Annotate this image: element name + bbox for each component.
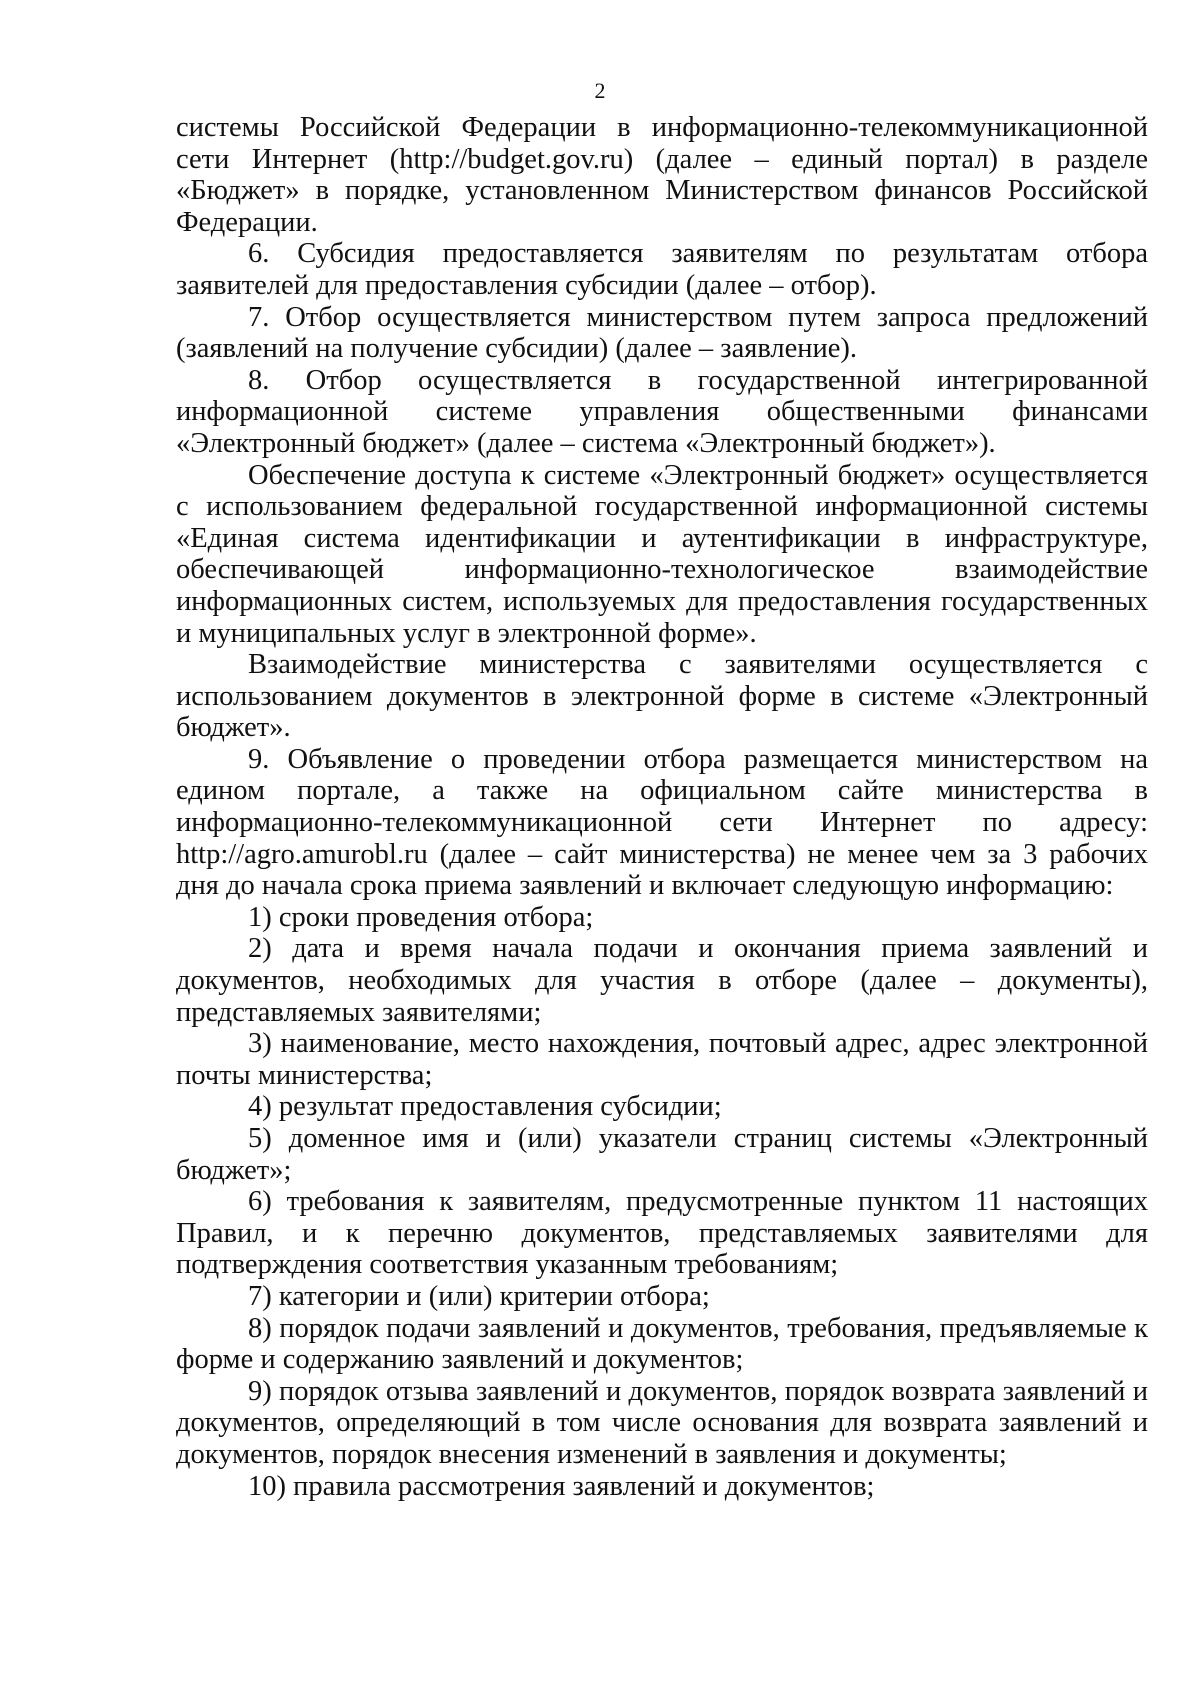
list-item-4: 4) результат предоставления субсидии; bbox=[248, 1091, 722, 1123]
paragraph-access: Обеспечение доступа к системе «Электронный бюджет» осуществляется с использованием федеральной государственной информационной системы «Единая система идентификации и аутентификации в инфраструктуре, обеспечивающей информационно-технологическое взаимодействие информационных систем, используемых для предоставления государственных и муниципальных услуг в электронной форме». bbox=[176, 459, 1148, 649]
list-item-6: 6) требования к заявителям, предусмотренные пунктом 11 настоящих Правил, и к перечню документов, представляемых заявителями для подтверждения соответствия указанным требованиям; bbox=[176, 1186, 1148, 1281]
list-item-9: 9) порядок отзыва заявлений и документов, порядок возврата заявлений и документов, определяющий в том числе основания для возврата заявлений и документов, порядок внесения изменений в заявления и документы; bbox=[176, 1375, 1148, 1470]
list-item-5: 5) доменное имя и (или) указатели страниц системы «Электронный бюджет»; bbox=[176, 1123, 1148, 1186]
page-number: 2 bbox=[594, 78, 606, 103]
paragraph-item-9: 9. Объявление о проведении отбора размещается министерством на едином портале, а также на официальном сайте министерства в информационно-телекоммуникационной сети Интернет по адресу: http://agro.amurobl.ru (далее – сайт министерства) не менее чем за 3 рабочих дня до начала срока приема заявлений и включает следующую информацию: bbox=[176, 743, 1148, 902]
list-item-7: 7) категории и (или) критерии отбора; bbox=[248, 1280, 710, 1312]
paragraph-interaction: Взаимодействие министерства с заявителями осуществляется с использованием документов в электронной форме в системе «Электронный бюджет». bbox=[176, 649, 1148, 744]
paragraph-item-8: 8. Отбор осуществляется в государственной интегрированной информационной системе управления общественными финансами «Электронный бюджет» (далее – система «Электронный бюджет»). bbox=[176, 364, 1148, 459]
document-body bbox=[176, 112, 1148, 1502]
paragraph-continuation: системы Российской Федерации в информационно-телекоммуникационной сети Интернет (http://budget.gov.ru) (далее – единый портал) в разделе «Бюджет» в порядке, установленном Министерством финансов Российской Федерации. bbox=[176, 112, 1148, 238]
paragraph-item-7: 7. Отбор осуществляется министерством путем запроса предложений (заявлений на получение субсидии) (далее – заявление). bbox=[176, 301, 1148, 365]
list-item-2: 2) дата и время начала подачи и окончания приема заявлений и документов, необходимых для участия в отборе (далее – документы), представляемых заявителями; bbox=[176, 933, 1148, 1028]
paragraph-item-6: 6. Субсидия предоставляется заявителям по результатам отбора заявителей для предоставления субсидии (далее – отбор). bbox=[176, 238, 1148, 301]
list-item-1: 1) сроки проведения отбора; bbox=[248, 901, 594, 933]
list-item-10: 10) правила рассмотрения заявлений и документов; bbox=[248, 1470, 875, 1502]
list-item-8: 8) порядок подачи заявлений и документов, требования, предъявляемые к форме и содержанию заявлений и документов; bbox=[176, 1312, 1148, 1376]
list-item-3: 3) наименование, место нахождения, почтовый адрес, адрес электронной почты министерства; bbox=[176, 1028, 1148, 1091]
